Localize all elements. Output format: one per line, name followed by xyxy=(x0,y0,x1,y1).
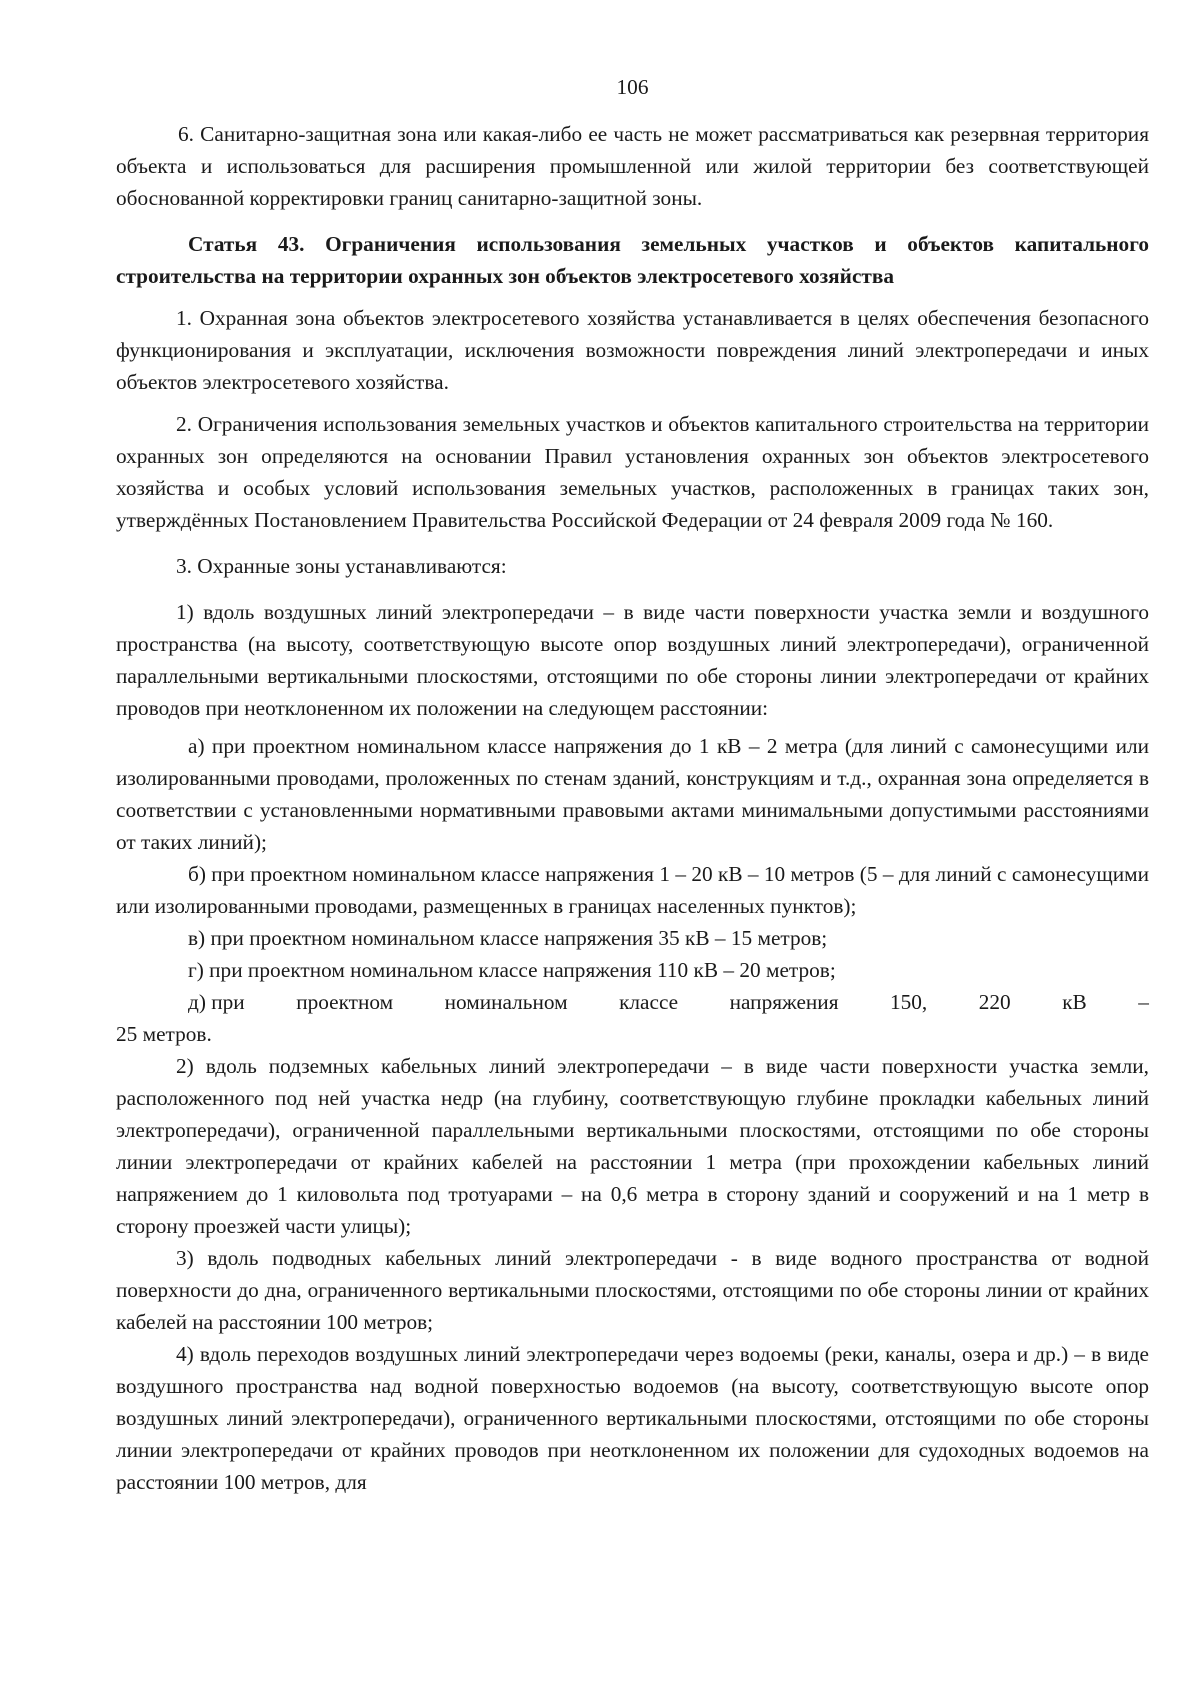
subitem-1-d-word: 150, xyxy=(889,990,928,1014)
item-1: 1. Охранная зона объектов электросетевого хозяйства устанавливается в целях обеспечения безопасного функционирования и эксплуатации, исключения возможности повреждения линий электропередачи и иных объектов электросетевого хозяйства. xyxy=(116,306,1149,394)
subitem-1-d-word: проектном xyxy=(296,990,394,1014)
subitem-1-d-word: д) при xyxy=(188,990,245,1014)
subitem-1-g: г) при проектном номинальном классе напряжения 110 кВ – 20 метров; xyxy=(188,958,836,982)
subitem-1-d-word: 220 xyxy=(978,990,1011,1014)
subitem-1-d-word: – xyxy=(1138,990,1149,1014)
subitem-1-b: б) при проектном номинальном классе напряжения 1 – 20 кВ – 10 метров (5 – для линий с самонесущими или изолированными проводами, размещенных в границах населенных пунктов); xyxy=(116,862,1149,918)
subitem-4: 4) вдоль переходов воздушных линий электропередачи через водоемы (реки, каналы, озера и др.) – в виде воздушного пространства над водной поверхностью водоемов (на высоту, соответствующую высоте опор воздушных линий электропередачи), ограниченного вертикальными плоскостями, отстоящими по обе стороны линии электропередачи от крайних проводов при неотклоненном их положении для судоходных водоемов на расстоянии 100 метров, для xyxy=(116,1342,1149,1494)
subitem-3: 3) вдоль подводных кабельных линий электропередачи - в виде водного пространства от водной поверхности до дна, ограниченного вертикальными плоскостями, отстоящими по обе стороны линии от крайних кабелей на расстоянии 100 метров; xyxy=(116,1246,1149,1334)
subitem-1-d-word: классе xyxy=(619,990,679,1014)
item-3: 3. Охранные зоны устанавливаются: xyxy=(176,554,507,578)
subitem-1-d xyxy=(116,986,1149,1018)
subitem-2: 2) вдоль подземных кабельных линий электропередачи – в виде части поверхности участка земли, расположенного под ней участка недр (на глубину, соответствующую глубине прокладки кабельных линий электропередачи), ограниченной параллельными вертикальными плоскостями, отстоящими по обе стороны линии электропередачи от крайних кабелей на расстоянии 1 метра (при прохождении кабельных линий напряжением до 1 киловольта под тротуарами – на 0,6 метра в сторону зданий и сооружений и на 1 метр в сторону проезжей части улицы); xyxy=(116,1054,1149,1238)
document-page xyxy=(116,70,1149,1498)
subitem-1: 1) вдоль воздушных линий электропередачи – в виде части поверхности участка земли и воздушного пространства (на высоту, соответствующую высоте опор воздушных линий электропередачи), ограниченной параллельными вертикальными плоскостями, отстоящими по обе стороны линии электропередачи от крайних проводов при неотклоненном их положении на следующем расстоянии: xyxy=(116,600,1149,720)
subitem-1-d-word: напряжения xyxy=(729,990,839,1014)
item-2: 2. Ограничения использования земельных участков и объектов капитального строительства на территории охранных зон определяются на основании Правил установления охранных зон объектов электросетевого хозяйства и особых условий использования земельных участков, расположенных в границах таких зон, утверждённых Постановлением Правительства Российской Федерации от 24 февраля 2009 года № 160. xyxy=(116,412,1149,532)
subitem-1-d-tail: 25 метров. xyxy=(116,1022,212,1046)
subitem-1-v: в) при проектном номинальном классе напряжения 35 кВ – 15 метров; xyxy=(188,926,828,950)
page-number: 106 xyxy=(616,75,649,99)
article-heading: Статья 43. Ограничения использования земельных участков и объектов капитального строительства на территории охранных зон объектов электросетевого хозяйства xyxy=(116,232,1149,288)
subitem-1-d-word: кВ xyxy=(1062,990,1087,1014)
paragraph-6: 6. Санитарно-защитная зона или какая-либо ее часть не может рассматриваться как резервная территория объекта и использоваться для расширения промышленной или жилой территории без соответствующей обоснованной корректировки границ санитарно-защитной зоны. xyxy=(116,122,1149,210)
subitem-1-d-word: номинальном xyxy=(444,990,568,1014)
subitem-1-a: а) при проектном номинальном классе напряжения до 1 кВ – 2 метра (для линий с самонесущими или изолированными проводами, проложенных по стенам зданий, конструкциям и т.д., охранная зона определяется в соответствии с установленными нормативными правовыми актами минимальными допустимыми расстояниями от таких линий); xyxy=(116,734,1149,854)
